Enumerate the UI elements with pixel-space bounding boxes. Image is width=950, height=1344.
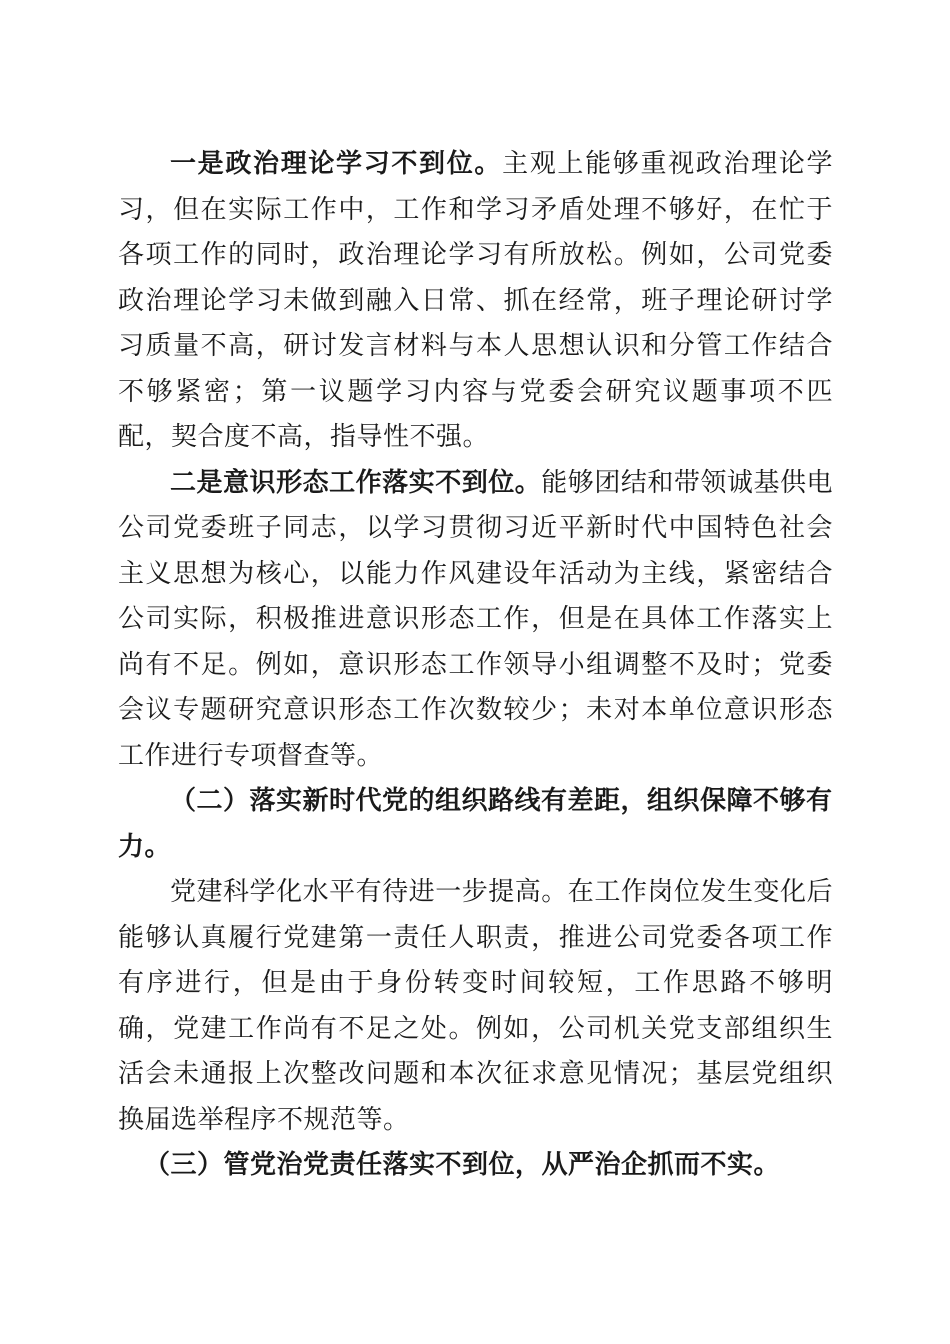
paragraph-party-building: 党建科学化水平有待进一步提高。在工作岗位发生变化后能够认真履行党建第一责任人职责，推进公司党委各项工作有序进行，但是由于身份转变时间较短，工作思路不够明确，党建工作尚有不足之处。例如，公司机关党支部组织生活会未通报上次整改问题和本次征求意见情况；基层党组织换届选举程序不规范等。 (118, 877, 833, 1135)
paragraph-lead: 一是政治理论学习不到位。 (170, 149, 503, 179)
section-heading-3: （三）管党治党责任落实不到位，从严治企抓而不实。 (144, 1150, 781, 1180)
paragraph-political-theory (118, 142, 833, 461)
section-heading-2: （二）落实新时代党的组织路线有差距，组织保障不够有力。 (118, 786, 833, 862)
paragraph-body: 主观上能够重视政治理论学习，但在实际工作中，工作和学习矛盾处理不够好，在忙于各项工作的同时，政治理论学习有所放松。例如，公司党委政治理论学习未做到融入日常、抓在经常，班子理论研讨学习质量不高，研讨发言材料与本人思想认识和分管工作结合不够紧密；第一议题学习内容与党委会研究议题事项不匹配，契合度不高，指导性不强。 (118, 149, 833, 452)
paragraph-lead: 二是意识形态工作落实不到位。 (170, 467, 542, 498)
paragraph-body: 能够团结和带领诚基供电公司党委班子同志，以学习贯彻习近平新时代中国特色社会主义思想为核心，以能力作风建设年活动为主线，紧密结合公司实际，积极推进意识形态工作，但是在具体工作落实上尚有不足。例如，意识形态工作领导小组调整不及时；党委会议专题研究意识形态工作次数较少；未对本单位意识形态工作进行专项督查等。 (118, 467, 833, 771)
paragraph-ideology (118, 461, 833, 780)
document-page (118, 142, 833, 1189)
